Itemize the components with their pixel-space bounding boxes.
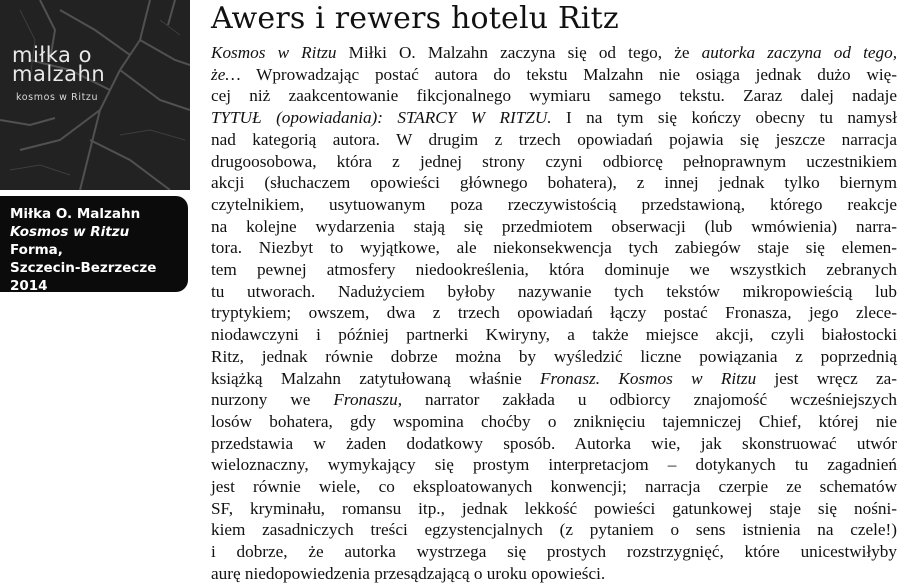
text-run: aurę niedopowiedzenia przesądzającą o uroku opowieści.: [211, 563, 606, 583]
book-cover: [0, 0, 190, 190]
article-line: [211, 259, 897, 281]
cover-title: kosmos w Ritzu: [16, 92, 99, 103]
article-line: [211, 302, 897, 324]
article-line: [211, 281, 897, 303]
info-publisher-1: Forma,: [10, 242, 63, 258]
text-run: Miłki O. Malzahn zaczyna się od tego, że: [336, 43, 702, 62]
book-info-box: [0, 196, 188, 292]
article-line: [211, 64, 897, 86]
article-line: [211, 368, 897, 390]
text-run: tu utworach. Nadużyciem byłoby nazywanie tych tekstów mikropowieścią lub: [211, 281, 897, 301]
text-run: przedstawia w żaden dodatkowy sposób. Autorka wie, jak skonstruować utwór: [211, 433, 897, 453]
text-run: cej niż zaakcentowanie fikcjonalnego wymiaru samego tekstu. Zaraz dalej nadaje: [211, 86, 897, 106]
article-line: [211, 107, 897, 129]
text-run: i dobrze, że autorka wystrzega się prostych rozstrzygnięć, które unicestwiłyby: [211, 542, 897, 562]
article-line: [211, 151, 897, 173]
article-line: [211, 454, 897, 476]
article-line: [211, 129, 897, 151]
article-line: [211, 194, 897, 216]
italic-text: że…: [211, 64, 241, 84]
text-run: na kolejne wydarzenia stają się przedmiotem obserwacji (lub wmówienia) narra-: [211, 216, 897, 236]
italic-text: Kosmos w Ritzu: [211, 43, 337, 62]
italic-text: Fronasz.: [540, 368, 601, 388]
text-run: książką Malzahn zatytułowaną właśnie: [211, 368, 541, 388]
text-run: losów bohatera, gdy wspomina choćby o zniknięciu tajemniczej Chief, której nie: [211, 411, 897, 431]
left-column: [0, 0, 192, 577]
text-run: tryptykiem; owszem, dwa z trzech opowiadań łączy postać Fronasza, jego zlece-: [211, 303, 897, 323]
article-line: [211, 498, 897, 520]
text-run: SF, kryminału, romansu itp., jednak lekkość powieści gatunkowej staje się nośni-: [211, 498, 897, 518]
article-line: [211, 216, 897, 238]
article-line: [211, 346, 897, 368]
article-line: [211, 324, 897, 346]
text-run: [600, 369, 618, 388]
text-run: I na tym się kończy obecny tu namysł: [551, 108, 897, 128]
article-line: [211, 389, 897, 411]
article-line: [211, 476, 897, 498]
article-line: [211, 85, 897, 107]
article-headline: Awers i rewers hotelu Ritz: [211, 1, 619, 36]
text-run: nurzony we: [211, 390, 334, 410]
text-run: drugoosobowa, która z jednej strony czyni odbiorcę pełnoprawnym uczestnikiem: [211, 151, 897, 171]
text-run: tora. Niezbyt to wyjątkowe, ale niekonsekwencja tych zabiegów staje się elemen-: [211, 238, 897, 258]
text-run: czytelnikiem, usytuowanym poza rzeczywistością przedstawioną, którego reakcje: [211, 194, 897, 214]
cover-author-line1: miłka o: [12, 43, 92, 67]
cover-author: [12, 43, 142, 86]
text-run: niodawczyni i później partnerki Kwiryny, a także miejsce akcji, czyli białostocki: [211, 325, 897, 345]
italic-text: Kosmos w Ritzu: [618, 368, 757, 388]
article-line: [211, 172, 897, 194]
text-run: nad kategorią autora. W drugim z trzech opowiadań pojawia się jeszcze narracja: [211, 129, 897, 149]
text-run: Ritz, jednak równie dobrze można by wyśledzić liczne powiązania z poprzednią: [211, 346, 897, 366]
info-publisher-2: Szczecin-Bezrzecze: [10, 260, 157, 276]
article: [211, 0, 897, 585]
cover-author-line2: malzahn: [12, 62, 106, 86]
text-run: akcji (słuchaczem opowieści głównego bohatera), z innej jednak tylko biernym: [211, 173, 897, 193]
text-run: Wprowadzając postać autora do tekstu Malzahn nie osiąga jednak dużo wię-: [240, 64, 897, 84]
text-run: wieloznaczny, wymykający się prostym interpretacjom – dotykanych tu zagadnień: [211, 455, 897, 475]
text-run: tem pewnej atmosfery niedookreślenia, która dominuje we wszystkich zebranych: [211, 260, 897, 280]
article-line: [211, 237, 897, 259]
article-line: [211, 411, 897, 433]
article-line: [211, 519, 897, 541]
info-year: 2014: [10, 278, 48, 294]
text-run: narrator zakłada u odbiorcy znajomość wcześniejszych: [402, 390, 897, 410]
article-line: [211, 433, 897, 455]
article-body: [211, 42, 897, 585]
info-title-publisher: [10, 223, 180, 259]
article-line: [211, 42, 897, 64]
article-line: [211, 541, 897, 563]
text-run: kiem zasadniczych treści egzystencjalnych (z pytaniem o sens istnienia na czele!): [211, 520, 897, 540]
article-line: [211, 563, 897, 585]
text-run: jest wręcz za-: [756, 368, 898, 388]
info-author: Miłka O. Malzahn: [10, 206, 141, 222]
italic-text: TYTUŁ (opowiadania): STARCY W RITZU.: [211, 108, 552, 128]
italic-text: autorka zaczyna od tego,: [701, 43, 897, 62]
italic-text: Fronaszu,: [333, 390, 402, 410]
text-run: jest równie wiele, co eksploatowanych konwencji; narracja czerpie ze schematów: [211, 477, 897, 497]
info-book-title: Kosmos w Ritzu: [10, 224, 130, 240]
